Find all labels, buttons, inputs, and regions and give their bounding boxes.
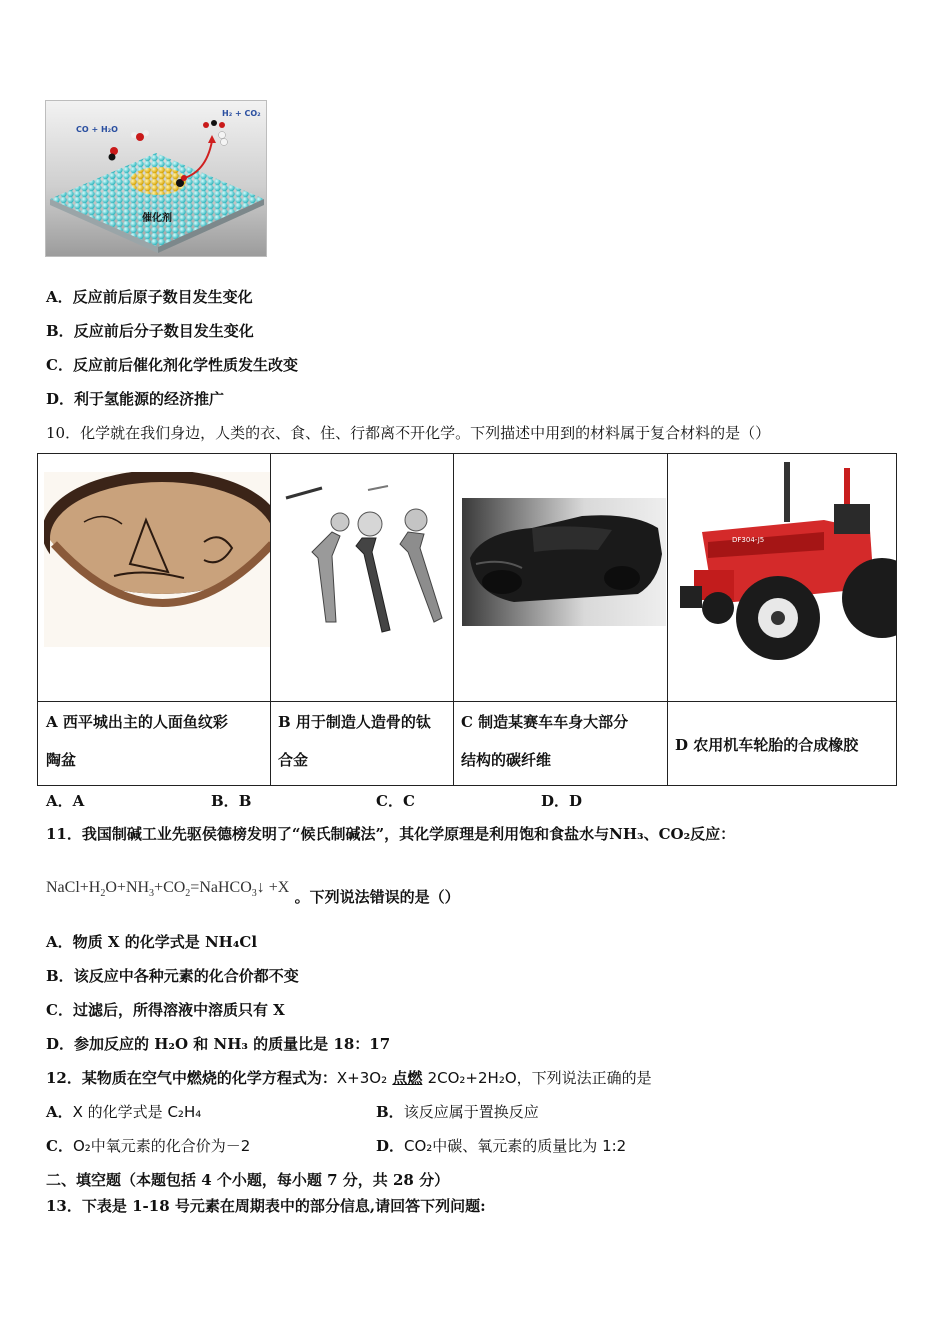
catalyst-figure [45, 100, 267, 257]
q11-tail: 。下列说法错误的是（） [294, 888, 460, 906]
caption-d: D 农用机车轮胎的合成橡胶 [675, 736, 859, 754]
figure-label-products: H₂ + CO₂ [222, 109, 261, 118]
q11-option-d: D．参加反应的 H₂O 和 NH₃ 的质量比是 18：17 [46, 1035, 391, 1053]
q12-option-d: D．CO₂中碳、氧元素的质量比为 1:2 [376, 1137, 627, 1155]
q11-equation-line [46, 876, 460, 906]
tractor-image [674, 458, 896, 668]
q11-option-c: C．过滤后，所得溶液中溶质只有 X [46, 1001, 285, 1019]
q10-option-d: D．D [541, 792, 583, 810]
figure-label-catalyst: 催化剂 [142, 213, 172, 224]
q12-option-b: B．该反应属于置换反应 [376, 1103, 539, 1121]
pottery-bowl-image [44, 472, 270, 647]
q12-stem: 12．某物质在空气中燃烧的化学方程式为：X+3O₂ 点燃 2CO₂+2H₂O，下列说法正确的是 [46, 1069, 652, 1087]
caption-c: C 制造某赛车车身大部分 结构的碳纤维 [461, 713, 629, 769]
q11-option-b: B．该反应中各种元素的化合价都不变 [46, 967, 299, 985]
q11-equation: $NaCl+H_2O+NH_3+CO_2=NaHCO_3↓ +X$ [46, 879, 290, 900]
q11-stem: 11．我国制碱工业先驱侯德榜发明了“候氏制碱法”，其化学原理是利用饱和食盐水与NH₃、CO₂反应： [46, 825, 736, 843]
caption-a: A 西平城出主的人面鱼纹彩 陶盆 [46, 713, 228, 769]
q10-stem: 10．化学就在我们身边，人类的衣、食、住、行都离不开化学。下列描述中用到的材料属于复合材料的是（） [46, 424, 771, 442]
titanium-implant-image [278, 482, 448, 642]
q9-option-c: C．反应前后催化剂化学性质发生改变 [46, 356, 298, 374]
q9-option-d: D．利于氢能源的经济推广 [46, 390, 225, 408]
q10-option-b: B．B [211, 792, 252, 810]
q9-option-b: B．反应前后分子数目发生变化 [46, 322, 254, 340]
q10-option-c: C．C [376, 792, 415, 810]
carbon-car-body-image [462, 498, 666, 626]
q12-condition: 点燃 [392, 1069, 423, 1087]
q11-option-a: A．物质 X 的化学式是 NH₄Cl [46, 933, 258, 951]
section-title: 二、填空题（本题包括 4 个小题，每小题 7 分，共 28 分） [46, 1171, 450, 1189]
materials-table [37, 453, 897, 786]
q13-stem: 13．下表是 1-18 号元素在周期表中的部分信息,请回答下列问题: [46, 1197, 486, 1215]
figure-label-reactants: CO + H₂O [76, 125, 118, 134]
q12-option-c: C．O₂中氧元素的化合价为－2 [46, 1137, 251, 1155]
caption-b: B 用于制造人造骨的钛 合金 [278, 713, 431, 769]
q10-option-a: A．A [46, 792, 85, 810]
q12-option-a: A．X 的化学式是 C₂H₄ [46, 1103, 202, 1121]
tractor-plate-text: DF304-J5 [732, 536, 765, 544]
q9-option-a: A．反应前后原子数目发生变化 [46, 288, 253, 306]
